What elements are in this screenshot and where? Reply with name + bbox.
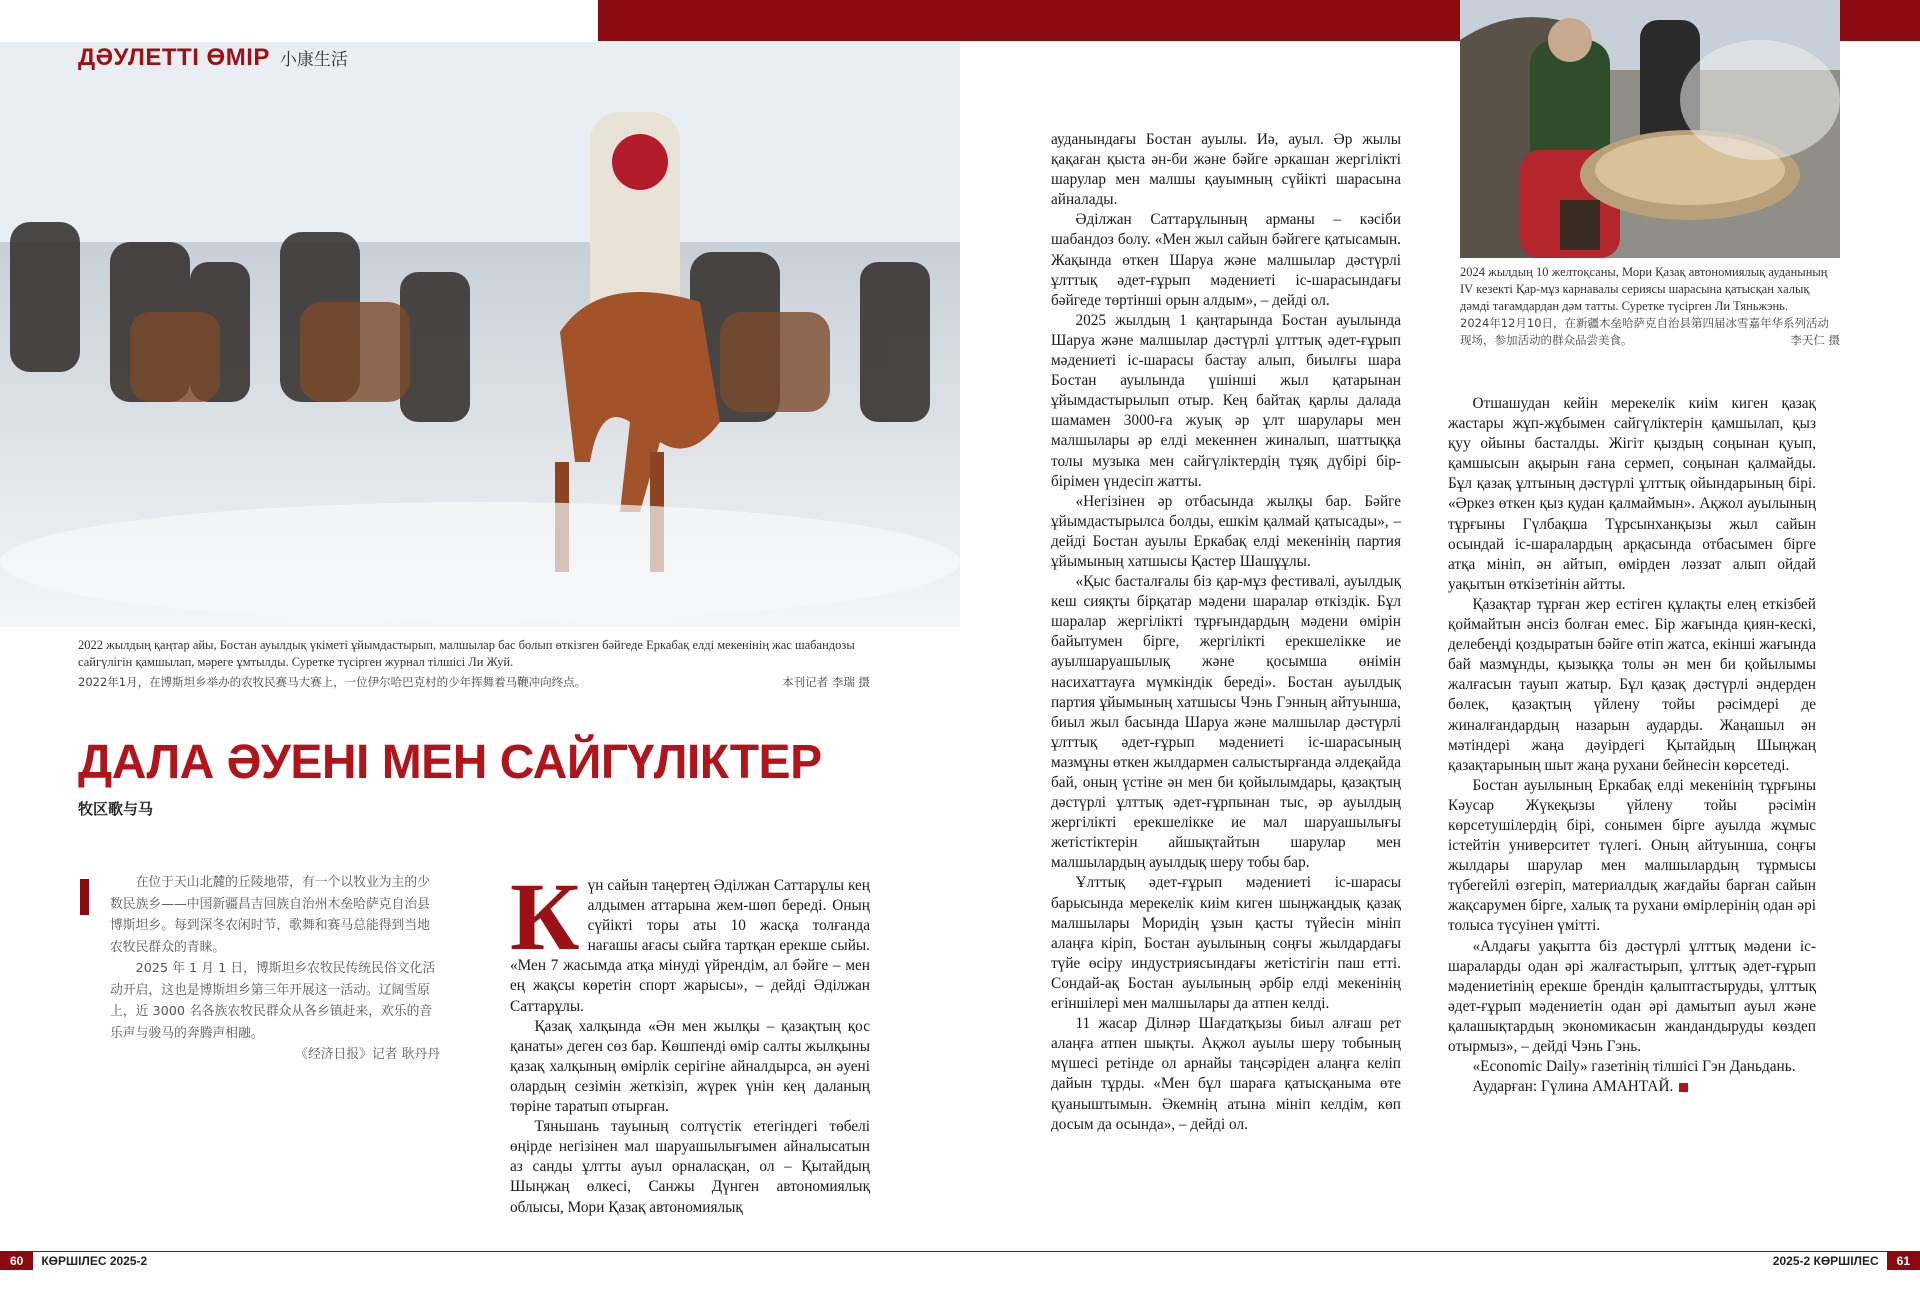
body-paragraph: ауданындағы Бостан ауылы. Иә, ауыл. Әр жылы қақаған қыста ән-би және бәйге әркашан жергілікті шарулар мен малшы қауымның сүйікті шарасына айналады. <box>1051 131 1401 209</box>
footer-magazine-left: КӨРШІЛЕС 2025-2 <box>41 1254 148 1268</box>
body-paragraph: 2025 жылдың 1 қаңтарында Бостан ауылында Шаруа және малшылар дәстүрлі ұлттық әдет-ғұрып мәдениеті іс-шарасы бастау алып, биылғы шара Бостан ауылында үшінші жыл қатарынан ұйымдастырылып отыр. Кең байтақ қарлы далада шамамен 3000-ға жуық әр ұлт шарулары мен малшылары әр елді мекеннен жиналып, шаттыққа толы музыка мен сайгүліктердің тұяқ дүбірі бір-бірімен үндесіп жатты. <box>1051 311 1401 490</box>
lead-marker <box>80 879 89 915</box>
top-photo-caption-zh: 2024年12月10日，在新疆木垒哈萨克自治县第四届冰雪嘉年华系列活动现场，参加活动的群众品尝美食。 <box>1460 316 1830 347</box>
page-number-right: 61 <box>1887 1252 1920 1270</box>
translator-credit: Аударған: Гүлина АМАНТАЙ. <box>1448 1077 1816 1097</box>
body-paragraph: Қазақтар тұрған жер естіген құлақты елең еткізбей қоймайтын әнсіз болған емес. Бір жағында қиян-кескі, делебеңді қоздыратын бәйге өтіп жатса, екінші жағында бай мазмұнды, қызыққа толы ән мен би қойылымы жалғасын тауып жатыр. Бұл қазақ дәстүрлі әндерден бөлек, қазақтың үйлену тойы рәсімдері де жиналғандардың назарын аударды. Жаңашыл ән мәтіндері жаңа дәуірдегі Қытайдың Шыңжаң қазақтарының шыт жаңа рухани бейнесін көрсетеді. <box>1448 595 1816 774</box>
body-paragraph: «Economic Daily» газетінің тілшісі Гэн Даньдань. <box>1472 1058 1796 1076</box>
body-column-3 <box>1448 394 1816 1097</box>
main-photo-caption: 2022 жылдың қаңтар айы, Бостан ауылдық үкіметі ұйымдастырып, малшылар бас болып өткізген бәйгеде Еркабақ елді мекенінің жас шабандозы сайгүлігін қамшылап, мәреге ұмтылды. Суретке түсірген журнал тілшісі Ли Жуй. <box>78 638 855 669</box>
footer-rule <box>0 1251 1920 1252</box>
horse-race-illustration <box>0 42 960 627</box>
main-photo-caption-zh: 2022年1月，在博斯坦乡举办的农牧民赛马大赛上，一位伊尔哈巴克村的少年挥舞着马鞭冲向终点。 <box>78 675 587 689</box>
section-title-zh: 小康生活 <box>279 50 348 70</box>
footer-left <box>0 1252 147 1270</box>
end-mark <box>1679 1083 1688 1092</box>
main-photo-credit: 本刊记者 李瑞 摄 <box>782 675 870 689</box>
body-paragraph: «Қыс басталғалы біз қар-мұз фестивалі, ауылдық кеш сияқты бірқатар мәдени шаралар өткіздік. Бұл шаралар жергілікті тұрғындардың мәдени өмірін байытумен бірге, жергілікті ерекшелікке ие ауылшаруашылық және қосымша өнімін насихаттауға мүмкіндік береді». Бостан ауылдық партия ұйымының хатшысы Чэнь Гэнның айтуынша, биыл жыл басында Шаруа және малшылар дәстүрлі ұлттық әдет-ғұрып мәдениеті іс-шарасының мазмұны өткен жылдармен салыстырғанда әлдеқайда бай, оның үстіне ән мен би қойылымдары, қазақтың дәстүрлі ұлттық әдет-ғұрпынан тыс, әр ауылдың жергілікті ерекшелікке ие мал шаруашылығы жетістіктерін айшықтайтын шарулар мен малшылардың ауылдық шеру тобы бар. <box>1051 573 1401 872</box>
body-paragraph: Күн сайын таңертең Әділжан Саттарұлы кең алдымен аттарына жем-шөп береді. Оның сүйікті торы аты 10 жасқа толғанда нағашы ағасы сыйға тартқан ерекше сыйы. «Мен 7 жасымда атқа мінуді үйрендім, ал бәйге – мен ең жақсы көретін спорт жарысы», – дейді Әділжан Саттарұлы. <box>510 863 870 1015</box>
drop-cap: К <box>510 863 580 970</box>
body-column-2 <box>1051 130 1401 1135</box>
lead-paragraph: 在位于天山北麓的丘陵地带，有一个以牧业为主的少数民族乡——中国新疆昌吉回族自治州木垒哈萨克自治县博斯坦乡。每到深冬农闲时节，歌舞和赛马总能得到当地农牧民群众的青睐。 <box>110 875 430 955</box>
body-paragraph: «Алдағы уақытта біз дәстүрлі ұлттық мәдени іс-шараларды одан әрі жалғастырып, ұлттық әдет-ғұрып мәдениетінің ерекше брендін қалыптастыруды, ұлттық әдет-ғұрып мәдениетін одан әрі дамытып ауыл және қалашықтардың экономикасын жандандыруды көздеп отырмыз», – дейді Чэнь Гэнь. <box>1448 937 1816 1055</box>
body-paragraph: Ұлттық әдет-ғұрып мәдениеті іс-шарасы барысында мерекелік киім киген шыңжаңдық қазақ малшылары Моридің ұзын қасты түйесін мініп алаңға кіріп, Бостан ауылының соңғы жылдардағы түйе өсіру индустриясындағы жетістігін паш етті. Сондай-ақ Бостан ауылының әрбір елді мекенінің егіншілері мен малшылары да атпен келді. <box>1051 874 1401 1013</box>
section-header <box>78 44 348 72</box>
article-headline: ДАЛА ӘУЕНІ МЕН САЙГҮЛІКТЕР <box>78 736 822 789</box>
article-subhead: 牧区歌与马 <box>78 800 154 818</box>
lead-signature: 《经济日报》记者 耿丹丹 <box>295 1047 440 1062</box>
top-photo-credit: 李天仁 摄 <box>1790 333 1840 347</box>
body-paragraph: Қазақ халқында «Ән мен жылқы – қазақтың қос қанаты» деген сөз бар. Көшпенді өмір салты жылқыны қазақ халқының өмірлік серігіне айналдырса, ән әуені олардың сезімін жеткізіп, жүрек үнін кең даланың төріне таратып отырған. <box>510 1017 870 1116</box>
horse-race-photo <box>0 42 960 627</box>
body-paragraph: «Негізінен әр отбасында жылқы бар. Бәйге ұйымдастырылса болды, ешкім қалмай қатысады», – дейді Бостан ауылы Еркабақ елді мекенінің партия ұйымының хатшысы Қастер Шашұұлы. <box>1051 492 1401 570</box>
body-paragraph: Әділжан Саттарұлының арманы – кәсіби шабандоз болу. «Мен жыл сайын бәйгеге қатысамын. Жақында өткен Шаруа және малшылар дәстүрлі ұлттық әдет-ғұрып мәдениеті іс-шарасындағы бәйгеде төртінші орын алдым», – дейді ол. <box>1051 211 1401 309</box>
page-number-left: 60 <box>0 1252 33 1270</box>
cooking-illustration <box>1460 0 1840 258</box>
section-title-kz: ДӘУЛЕТТІ ӨМІР <box>78 44 270 71</box>
cooking-photo <box>1460 0 1840 258</box>
body-paragraph: 11 жасар Ділнәр Шағдатқызы биыл алғаш рет алаңға атпен шықты. Ақжол ауылы шеру тобының мүшесі ретінде ол арнайы таңсәріден алаңға келіп дайын тұрды. «Мен бұл шараға қатысқаныма өте қуаныштымын. Әкемнің атына мініп келдім, көп досым да осында», – дейді ол. <box>1051 1015 1401 1133</box>
body-paragraph: Тяньшань тауының солтүстік етегіндегі төбелі өңірде негізінен мал шаруашылығымен айналысатын аз санды ұлтты ауыл орналасқан, ол – Қытайдың Шыңжаң өлкесі, Санжы Дүнген автономиялық облысы, Мори Қазақ автономиялық <box>510 1118 870 1216</box>
footer-right <box>1773 1252 1920 1270</box>
lead-paragraph: 2025 年 1 月 1 日，博斯坦乡农牧民传统民俗文化活动开启，这也是博斯坦乡第三年开展这一活动。辽阔雪原上，近 3000 名各族农牧民群众从各乡镇赶来，欢乐的音乐声与骏马的奔腾声相融。 <box>110 961 436 1041</box>
footer-magazine-right: 2025-2 КӨРШІЛЕС <box>1772 1254 1879 1268</box>
top-photo-caption: 2024 жылдың 10 желтоқсаны, Мори Қазақ автономиялық ауданының IV кезекті Қар-мұз карнавалы сериясы шарасына қатысқан халық дәмді тағамдардан дәм татты. Суретке түсірген Ли Тяньжэнь. <box>1460 265 1828 313</box>
body-paragraph: Бостан ауылының Еркабақ елді мекенінің тұрғыны Кәусар Жүкеқызы үйлену тойы рәсімін көрсетушілердің бірі, сонымен бірге ауылда жұмыс істейтін университет түлегі. Оның айтуынша, соңғы жылдары шарулар мен малшылардың тұрмысы түбегейлі өзгеріп, материалдық жағдайы барған сайын жақсарумен бірге, халық та рухани өмірлерінің одан әрі толыса түсуінен үмітті. <box>1448 776 1816 935</box>
body-column-1 <box>510 863 870 1218</box>
chinese-lead <box>110 872 440 1066</box>
body-paragraph: Отшашудан кейін мерекелік киім киген қазақ жастары жұп-жұбымен сайгүліктерін қамшылап, қыз қуу ойыны басталды. Жігіт қыздың соңынан қуып, қамшысын ақырын ғана сермеп, соңынан қалмайды. Бұл қазақ ұлтының дәстүрлі ұлттық ойындарының бірі. «Әркез өткен қыз қудан қалмаймын». Ақжол ауылының тұрғыны Гүлбақша Тұрсынханқызы жыл сайын осындай іс-шаралардың арқасында отбасымен бірге атқа мініп, ән айтып, өмірден ләззат алып ойдай уақытын өткізетінін айтты. <box>1448 395 1816 593</box>
